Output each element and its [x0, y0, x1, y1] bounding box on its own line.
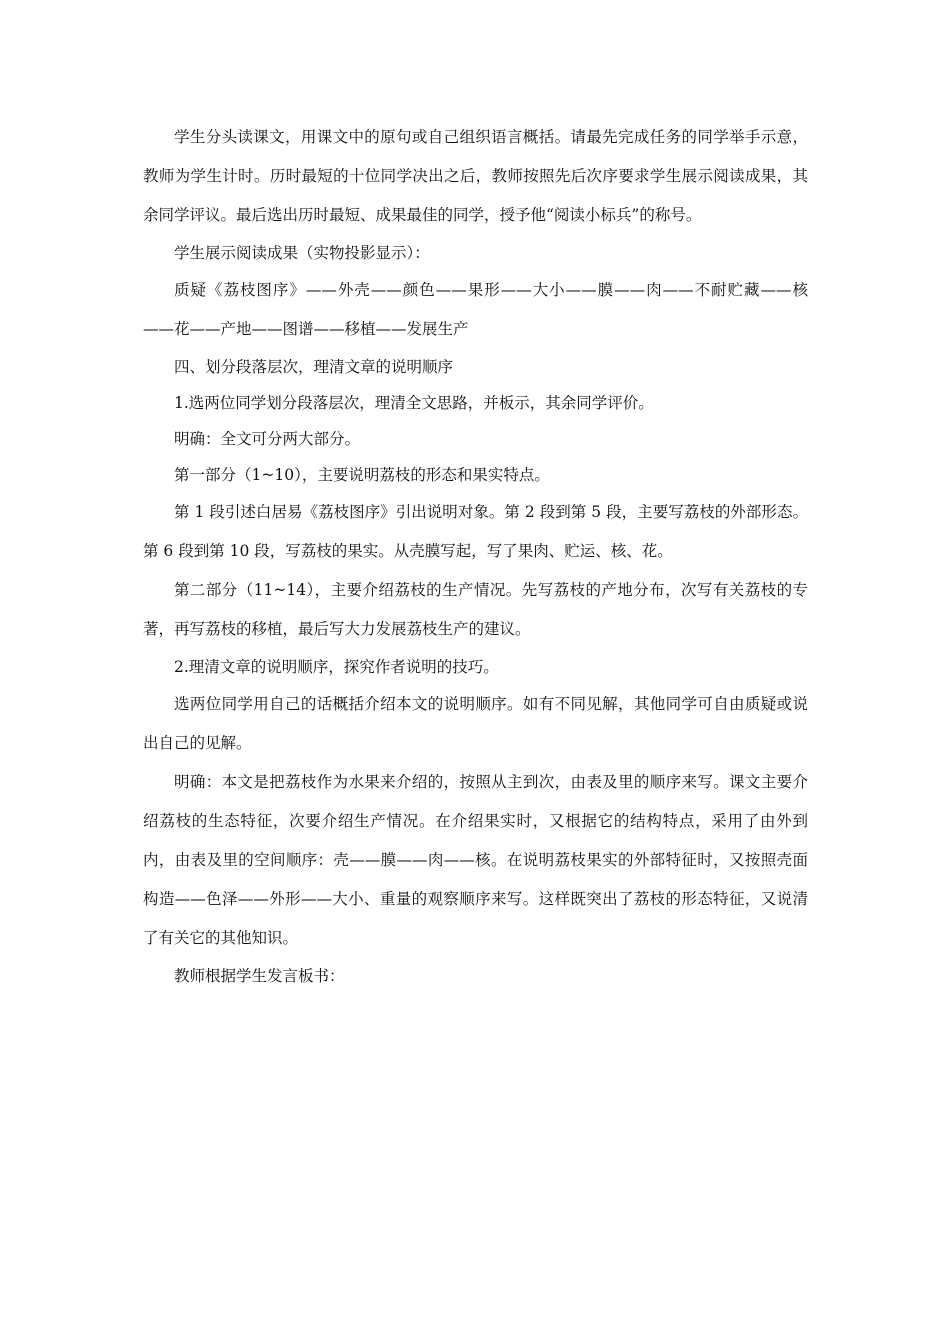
paragraph-part-two: 第二部分（11~14），主要介绍荔枝的生产情况。先写荔枝的产地分布，次写有关荔枝的专著，再写荔枝的移植，最后写大力发展荔枝生产的建议。 [143, 581, 808, 638]
paragraph-outline-chain: 质疑《荔枝图序》——外壳——颜色——果形——大小——膜——肉——不耐贮藏——核——花——产地——图谱——移植——发展生产 [143, 281, 808, 338]
document-body [143, 118, 808, 994]
paragraph-reading-task: 学生分头读课文，用课文中的原句或自己组织语言概括。请最先完成任务的同学举手示意，教师为学生计时。历时最短的十位同学决出之后，教师按照先后次序要求学生展示阅读成果，其余同学评议。最后选出历时最短、成果最佳的同学，授予他“阅读小标兵”的称号。 [143, 128, 808, 224]
paragraph-blackboard: 教师根据学生发言板书： [174, 967, 345, 985]
paragraph-part-one-detail: 第 1 段引述白居易《荔枝图序》引出说明对象。第 2 段到第 5 段，主要写荔枝的外部形态。第 6 段到第 10 段，写荔枝的果实。从壳膜写起，写了果肉、贮运、核、花。 [143, 503, 808, 560]
paragraph-discussion: 选两位同学用自己的话概括介绍本文的说明顺序。如有不同见解，其他同学可自由质疑或说出自己的见解。 [143, 695, 808, 752]
paragraph-show-results: 学生展示阅读成果（实物投影显示）： [174, 244, 430, 262]
section-heading-four: 四、划分段落层次，理清文章的说明顺序 [174, 358, 454, 376]
paragraph-part-one: 第一部分（1~10），主要说明荔枝的形态和果实特点。 [174, 466, 550, 484]
paragraph-step-one: 1.选两位同学划分段落层次，理清全文思路，并板示，其余同学评价。 [174, 394, 654, 412]
paragraph-clarify-order: 明确：本文是把荔枝作为水果来介绍的，按照从主到次，由表及里的顺序来写。课文主要介绍荔枝的生态特征，次要介绍生产情况。在介绍果实时，又根据它的结构特点，采用了由外到内，由表及里的空间顺序：壳——膜——肉——核。在说明荔枝果实的外部特征时，又按照壳面构造——色泽——外形——大小、重量的观察顺序来写。这样既突出了荔枝的形态特征，又说清了有关它的其他知识。 [143, 773, 808, 947]
paragraph-step-two: 2.理清文章的说明顺序，探究作者说明的技巧。 [174, 658, 499, 676]
paragraph-clarify-parts: 明确：全文可分两大部分。 [174, 430, 361, 448]
